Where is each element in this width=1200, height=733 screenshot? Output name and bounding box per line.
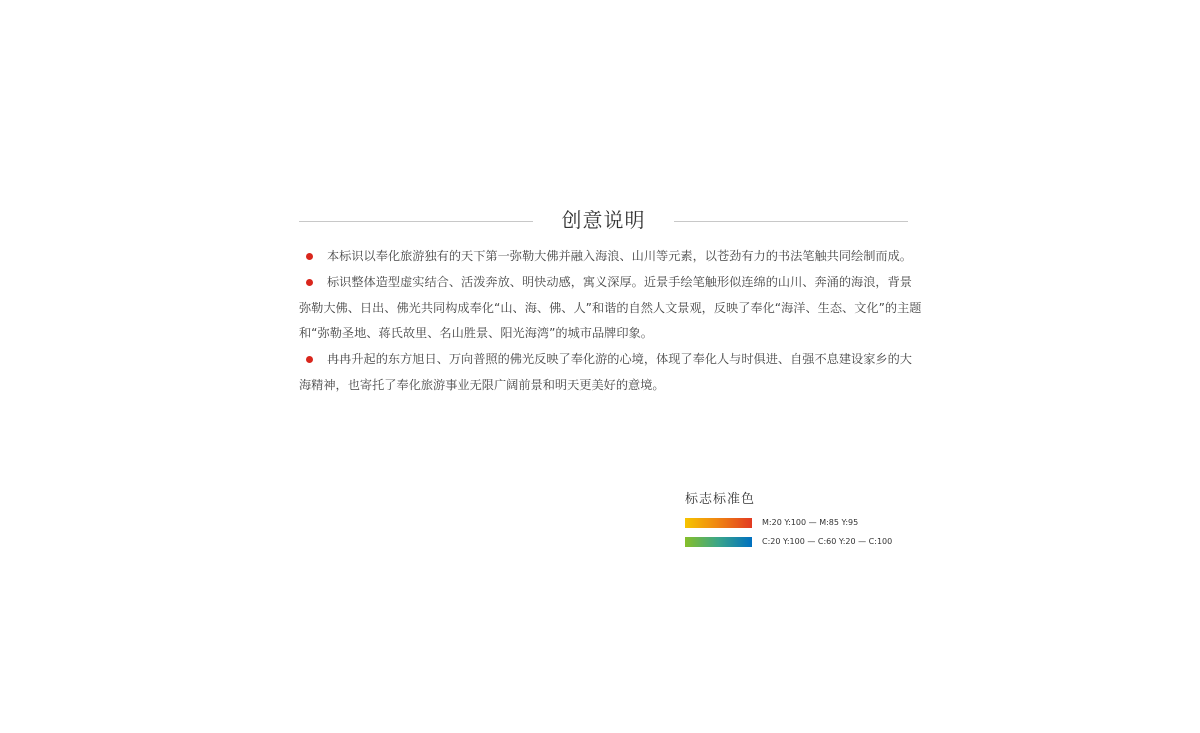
- description-paragraph-2: [299, 270, 924, 347]
- description-block: [299, 244, 924, 399]
- description-paragraph-3: [299, 347, 924, 399]
- standard-color-legend: [685, 491, 925, 546]
- section-title: 创意说明: [561, 208, 646, 232]
- title-divider-left: [299, 221, 533, 222]
- bullet-dot-icon: [306, 253, 313, 260]
- description-paragraph-1: [299, 244, 924, 270]
- paragraph-text: 冉冉升起的东方旭日、万向普照的佛光反映了奉化游的心境，体现了奉化人与时俱进、自强不息建设家乡的大海精神，也寄托了奉化旅游事业无限广阔前景和明天更美好的意境。: [299, 352, 912, 392]
- legend-title: 标志标准色: [685, 492, 756, 507]
- title-divider-right: [674, 221, 908, 222]
- warm-color-swatch-row: [685, 518, 925, 528]
- cool-swatch-label: C:20 Y:100 — C:60 Y:20 — C:100: [762, 537, 893, 546]
- paragraph-text: 标识整体造型虚实结合、活泼奔放、明快动感，寓义深厚。近景手绘笔触形似连绵的山川、奔涌的海浪，背景弥勒大佛、日出、佛光共同构成奉化“山、海、佛、人”和谐的自然人文景观，反映了奉化“海洋、生态、文化”的主题和“弥勒圣地、蒋氏故里、名山胜景、阳光海湾”的城市品牌印象。: [299, 274, 922, 341]
- cool-gradient-swatch: [685, 537, 752, 547]
- bullet-dot-icon: [306, 279, 313, 286]
- cool-color-swatch-row: [685, 537, 925, 547]
- paragraph-text: 本标识以奉化旅游独有的天下第一弥勒大佛并融入海浪、山川等元素，以苍劲有力的书法笔触共同绘制而成。: [327, 249, 912, 263]
- bullet-dot-icon: [306, 356, 313, 363]
- warm-swatch-label: M:20 Y:100 — M:85 Y:95: [762, 518, 859, 527]
- warm-gradient-swatch: [685, 518, 752, 528]
